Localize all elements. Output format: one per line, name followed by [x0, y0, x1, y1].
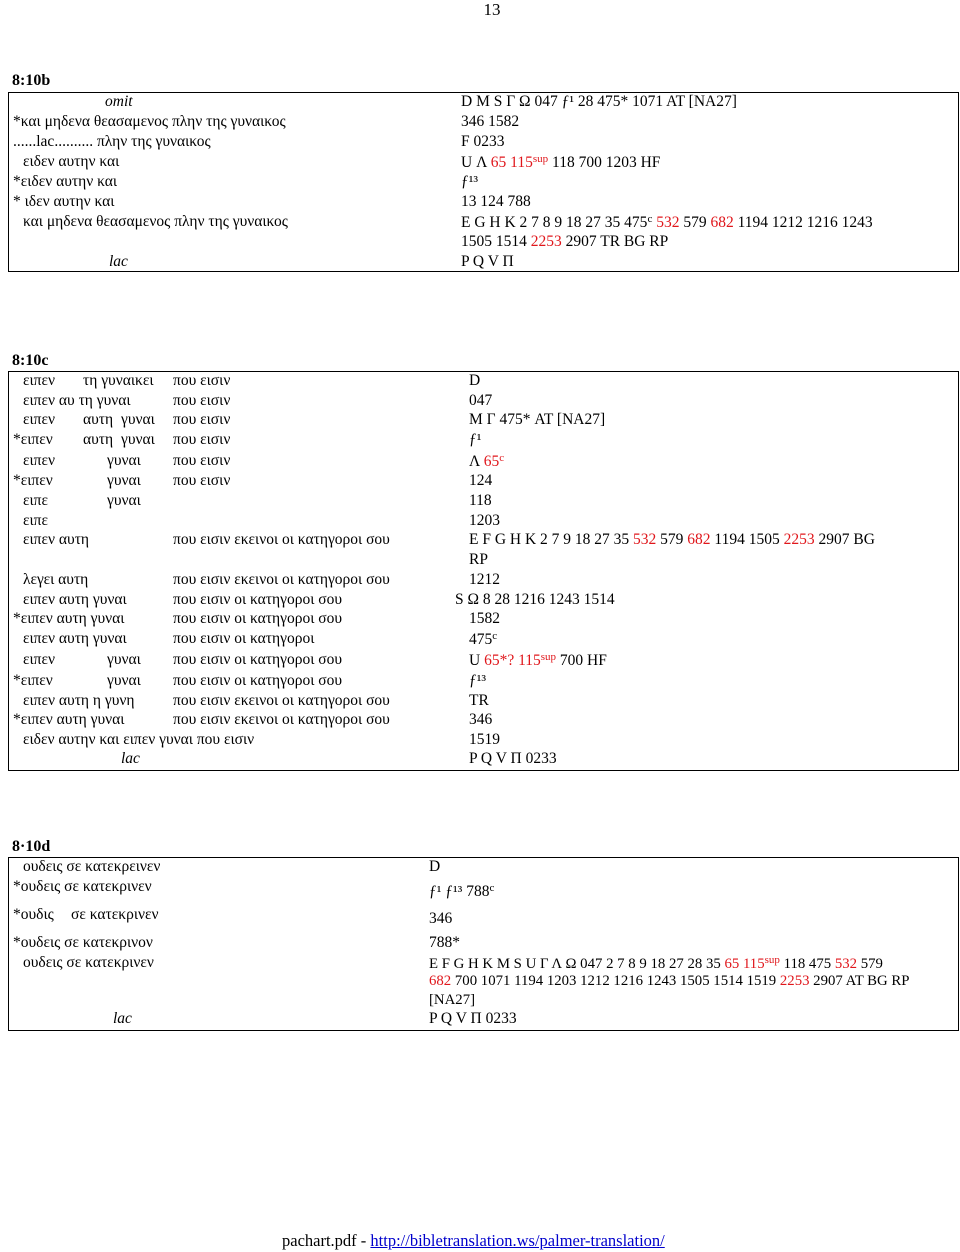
manuscripts: ƒ¹³ [469, 672, 487, 689]
reading-text: ειπεν γυναι [23, 452, 141, 469]
apparatus-box-8-10c [8, 371, 959, 771]
manuscripts: 124 [469, 472, 493, 489]
reading-text: ειδεν αυτην και ειπεν γυναι που εισιν [23, 731, 255, 748]
reading-text: ......lac.......... πλην της γυναικος [13, 133, 211, 150]
manuscripts: E F G H K M S U Γ Λ Ω 047 2 7 8 9 18 27 28 35 65 $115^{sup}$ 118 475 532 579 [429, 954, 883, 972]
page-number: 13 [483, 0, 501, 19]
reading-continuation: που εισιν [173, 472, 231, 489]
reading-text: ειπεν τη γυναικει [23, 372, 154, 389]
reading-text: ειδεν αυτην και [23, 153, 120, 170]
reading-text: ειπεν αυτη η γυνη [23, 692, 135, 709]
manuscripts-continued: [NA27] [429, 992, 476, 1008]
section-title-8-10d: 8·10d [12, 838, 51, 855]
reading-continuation: που εισιν [173, 392, 231, 409]
manuscripts: M Γ 475* AT [NA27] [469, 411, 606, 428]
manuscripts: 788* [429, 934, 460, 951]
reading-text: ειπεν αυτη γυναι [23, 630, 127, 647]
manuscripts: S Ω 8 28 1216 1243 1514 [455, 591, 615, 608]
reading-text: ειπεν αυτη γυναι [23, 411, 155, 428]
reading-continuation: που εισιν οι κατηγοροι [173, 630, 315, 647]
manuscripts: E F G H K 2 7 9 18 27 35 532 579 682 1194 1505 2253 2907 BG [469, 531, 875, 548]
reading-text: ειπε γυναι [23, 492, 141, 509]
manuscripts: F 0233 [461, 133, 505, 150]
manuscripts: ƒ¹³ [461, 173, 479, 190]
reading-text: και μηδενα θεασαμενος πλην της γυναικος [23, 213, 288, 230]
reading-text: ειπεν αυτη [23, 531, 90, 548]
manuscripts: 346 [469, 711, 493, 728]
manuscripts-continued: 1505 1514 2253 2907 TR BG RP [461, 233, 669, 250]
manuscripts: P Q V Π 0233 [429, 1010, 517, 1027]
manuscripts: U 65*? $115^{sup}$ 700 HF [469, 651, 607, 669]
manuscripts: ƒ¹ ƒ¹³ 788$^c$ [429, 882, 495, 900]
reading-text: λεγει αυτη [23, 571, 89, 588]
reading-text: ειπεν αυτη γυναι [23, 591, 127, 608]
reading-continuation: που εισιν [173, 372, 231, 389]
footer [282, 1231, 665, 1251]
reading-text: *ουδις σε κατεκρινεν [13, 906, 159, 923]
reading-text: *ειπεν αυτη γυναι [13, 431, 155, 448]
section-title-8-10b: 8:10b [12, 72, 51, 89]
apparatus-box-8-10b [8, 92, 959, 272]
manuscripts: 13 124 788 [461, 193, 531, 210]
reading-text: omit [105, 93, 133, 110]
reading-text: *ειπεν αυτη γυναι [13, 610, 125, 627]
reading-continuation: που εισιν εκεινοι οι κατηγοροι σου [173, 571, 390, 588]
reading-text: *ειπεν γυναι [13, 472, 141, 489]
apparatus-box-8-10d [8, 857, 959, 1031]
reading-continuation: που εισιν οι κατηγοροι σου [173, 672, 343, 689]
reading-continuation: που εισιν οι κατηγοροι σου [173, 651, 343, 668]
manuscripts: 1203 [469, 512, 500, 529]
reading-continuation: που εισιν [173, 452, 231, 469]
manuscripts: 118 [469, 492, 492, 509]
reading-text: * ιδεν αυτην και [13, 193, 115, 210]
manuscripts: 475$^c$ [469, 630, 498, 648]
manuscripts-continued: 682 700 1071 1194 1203 1212 1216 1243 1505 1514 1519 2253 2907 AT BG RP [429, 973, 910, 989]
reading-continuation: που εισιν [173, 411, 231, 428]
reading-continuation: που εισιν [173, 431, 231, 448]
manuscripts: 346 [429, 910, 453, 927]
manuscripts: U Λ 65 $115^{sup}$ 118 700 1203 HF [461, 153, 661, 171]
reading-continuation: που εισιν εκεινοι οι κατηγοροι σου [173, 711, 390, 728]
manuscripts: 346 1582 [461, 113, 520, 130]
reading-continuation: που εισιν εκεινοι οι κατηγοροι σου [173, 531, 390, 548]
manuscripts: D [429, 858, 441, 875]
reading-text: lac [109, 253, 128, 270]
manuscripts: E G H K 2 7 8 9 18 27 35 475$^c$ 532 579 682 1194 1212 1216 1243 [461, 213, 873, 231]
reading-continuation: που εισιν εκεινοι οι κατηγοροι σου [173, 692, 390, 709]
manuscripts: 047 [469, 392, 493, 409]
section-title-8-10c: 8:10c [12, 352, 49, 369]
reading-text: ειπεν αυ τη γυναι [23, 392, 131, 409]
reading-text: lac [113, 1010, 132, 1027]
reading-text: *και μηδενα θεασαμενος πλην της γυναικος [13, 113, 286, 130]
manuscripts: P Q V Π 0233 [469, 750, 557, 767]
reading-text: *ουδεις σε κατεκρινον [13, 934, 153, 951]
manuscripts: 1582 [469, 610, 500, 627]
reading-text: ειπε [23, 512, 49, 529]
reading-text: ουδεις σε κατεκρεινεν [23, 858, 161, 875]
manuscripts: D [469, 372, 481, 389]
footer-link[interactable]: http://bibletranslation.ws/palmer-translation/ [370, 1231, 665, 1250]
manuscripts: P Q V Π [461, 253, 514, 270]
manuscripts: 1212 [469, 571, 500, 588]
manuscripts-continued: RP [469, 551, 488, 568]
reading-text: ειπεν γυναι [23, 651, 141, 668]
reading-text: *ειδεν αυτην και [13, 173, 118, 190]
reading-text: *ειπεν γυναι [13, 672, 141, 689]
manuscripts: D M S Γ Ω 047 ƒ¹ 28 475* 1071 AT [NA27] [461, 93, 737, 110]
reading-continuation: που εισιν οι κατηγοροι σου [173, 591, 343, 608]
manuscripts: TR [469, 692, 489, 709]
footer-filename: pachart.pdf - [282, 1231, 371, 1250]
manuscripts: Λ 65$^c$ [469, 452, 505, 470]
reading-text: *ειπεν αυτη γυναι [13, 711, 125, 728]
reading-text: lac [121, 750, 140, 767]
reading-text: ουδεις σε κατεκρινεν [23, 954, 154, 971]
manuscripts: 1519 [469, 731, 500, 748]
reading-continuation: που εισιν οι κατηγοροι σου [173, 610, 343, 627]
manuscripts: ƒ¹ [469, 431, 482, 448]
reading-text: *ουδεις σε κατεκρινεν [13, 878, 152, 895]
